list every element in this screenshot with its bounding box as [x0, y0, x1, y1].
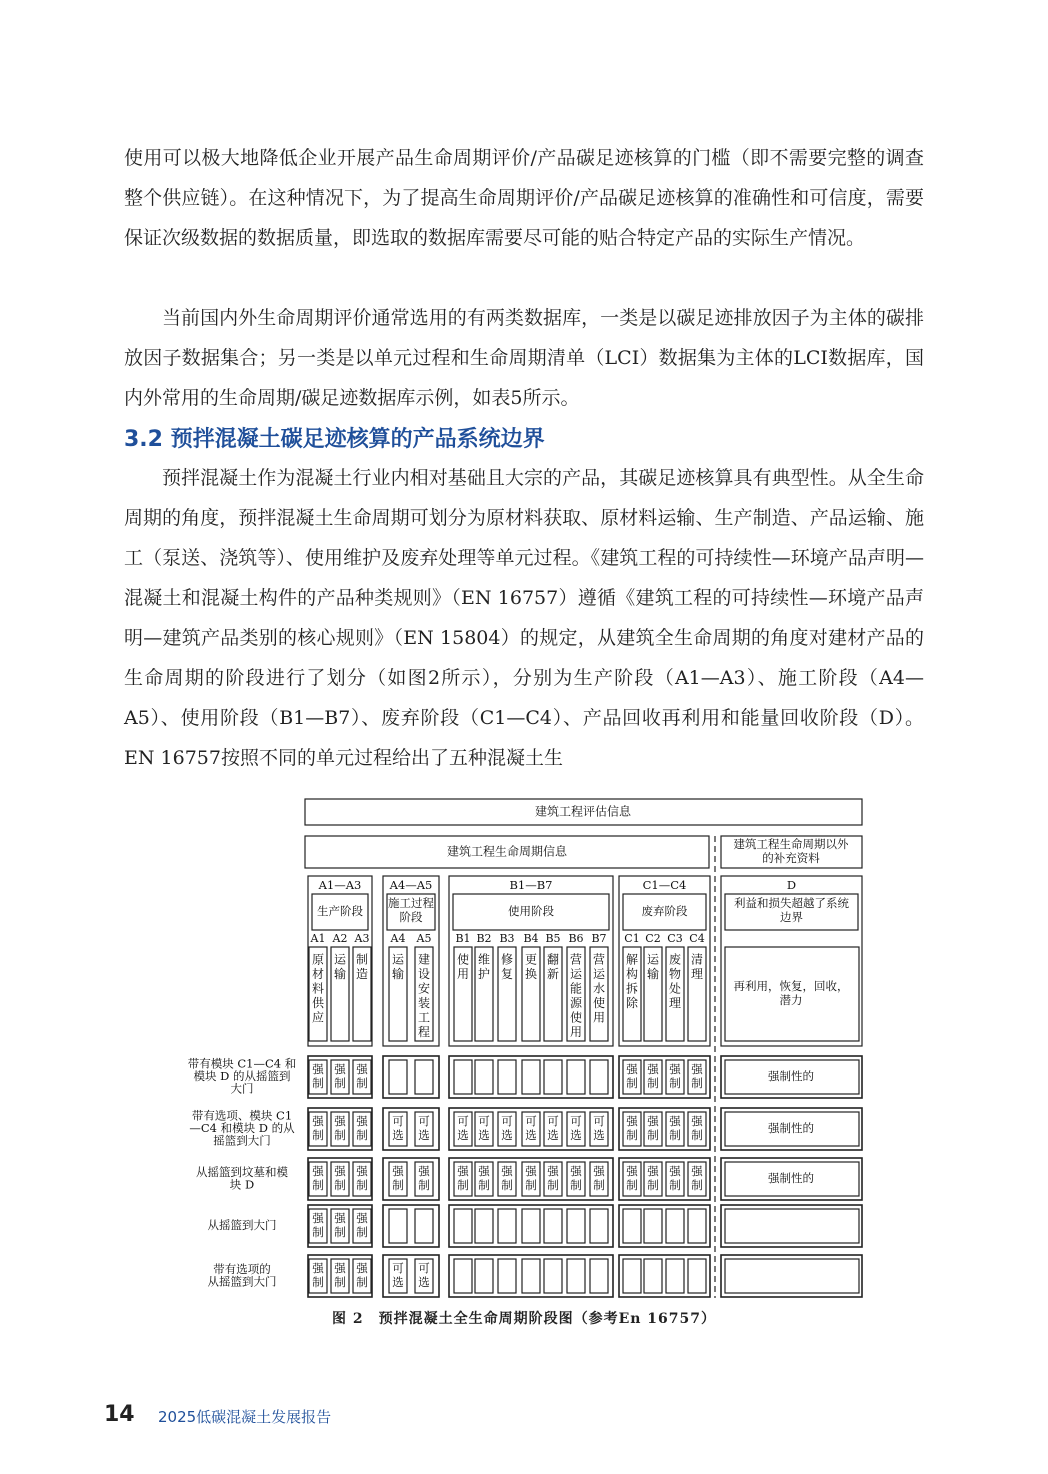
row-label-2: 块 D	[229, 1177, 255, 1192]
row-label-1: 带有选项、模块 C1	[191, 1108, 293, 1123]
row-label-2: 从摇篮到坟墓和模	[196, 1164, 288, 1179]
module-label-B7: 水	[592, 981, 606, 996]
row-2-d-text: 强制性的	[768, 1171, 814, 1185]
row-1-cell-text: 选	[570, 1128, 582, 1142]
row-2-cell-text: 强	[457, 1164, 469, 1178]
row-4-cell-text: 制	[334, 1275, 346, 1289]
module-label-B3: 复	[500, 967, 514, 981]
module-label-D: 再利用，恢复，回收，	[733, 979, 849, 993]
module-label-C4: 清	[690, 952, 704, 967]
row-2-cell-text: 制	[501, 1178, 513, 1192]
row-3-cell-C4	[688, 1209, 706, 1243]
module-code-C3: C3	[667, 932, 683, 945]
row-3-cell-B6	[567, 1209, 585, 1243]
row-label-3: 从摇篮到大门	[207, 1218, 277, 1232]
row-0-cell-text: 强	[626, 1062, 638, 1076]
row-1-cell-text: 制	[626, 1128, 638, 1142]
module-label-B3: 修	[500, 952, 514, 967]
row-2-cell-text: 制	[334, 1178, 346, 1192]
section-heading: 3.2 预拌混凝土碳足迹核算的产品系统边界	[124, 427, 545, 452]
row-0-group-box-2	[449, 1056, 613, 1098]
row-0-cell-B4	[522, 1060, 540, 1094]
stage-name-label: 边界	[780, 910, 803, 924]
row-4-cell-text: 强	[312, 1261, 324, 1275]
row-4-cell-text: 强	[356, 1261, 368, 1275]
supplementary-info-title: 的补充资料	[762, 851, 820, 865]
row-0-cell-text: 制	[334, 1076, 346, 1090]
row-4-cell-B3	[498, 1259, 516, 1293]
row-3-cell-B5	[544, 1209, 562, 1243]
stage-name-label: 阶段	[399, 910, 423, 924]
module-code-C2: C2	[645, 932, 661, 945]
row-3-cell-text: 制	[312, 1225, 324, 1239]
module-label-A1: 原	[311, 952, 325, 967]
row-0-cell-text: 制	[691, 1076, 703, 1090]
module-label-D: 潜力	[779, 993, 803, 1007]
row-0-cell-text: 制	[669, 1076, 681, 1090]
module-label-B6: 能	[569, 981, 583, 996]
row-1-cell-text: 制	[691, 1128, 703, 1142]
row-label-1: —C4 和模块 D 的从	[189, 1121, 295, 1135]
row-2-cell-text: 制	[669, 1178, 681, 1192]
module-label-C3: 废	[668, 952, 682, 967]
row-1-cell-text: 选	[547, 1128, 559, 1142]
paragraph-1: 使用可以极大地降低企业开展产品生命周期评价/产品碳足迹核算的门槛（即不需要完整的调查整个供应链）。在这种情况下，为了提高生命周期评价/产品碳足迹核算的准确性和可信度，需要保证次级数据的数据质量，即选取的数据库需要尽可能的贴合特定产品的实际生产情况。	[124, 147, 924, 249]
row-3-group-box-4	[721, 1205, 862, 1247]
module-label-A3: 造	[355, 967, 369, 981]
module-label-A2: 输	[333, 967, 347, 981]
module-code-B3: B3	[499, 932, 515, 945]
module-label-B4: 更	[524, 952, 538, 967]
module-label-B6: 使	[569, 1010, 583, 1025]
row-3-cell-text: 强	[334, 1211, 346, 1225]
row-3-cell-B4	[522, 1209, 540, 1243]
row-3-cell-A5	[415, 1209, 433, 1243]
row-1-cell-text: 选	[501, 1128, 513, 1142]
row-2-cell-text: 制	[478, 1178, 490, 1192]
row-0-cell-text: 强	[647, 1062, 659, 1076]
module-label-B7: 使	[592, 996, 606, 1010]
row-0-cell-text: 强	[334, 1062, 346, 1076]
module-code-A3: A3	[354, 932, 370, 945]
module-code-B7: B7	[591, 932, 607, 945]
module-label-A5: 工	[417, 1010, 431, 1025]
row-4-cell-B2	[475, 1259, 493, 1293]
row-label-0: 带有模块 C1—C4 和	[187, 1056, 297, 1071]
row-4-group-box-3	[619, 1255, 710, 1297]
row-2-cell-text: 制	[626, 1178, 638, 1192]
row-3-d-cell	[725, 1209, 859, 1243]
row-2-cell-text: 强	[418, 1164, 430, 1178]
row-1-cell-text: 制	[356, 1128, 368, 1142]
row-0-cell-A5	[415, 1060, 433, 1094]
row-1-cell-text: 可	[570, 1114, 582, 1128]
row-2-cell-text: 强	[647, 1164, 659, 1178]
row-4-cell-text: 强	[334, 1261, 346, 1275]
row-2-cell-text: 强	[547, 1164, 559, 1178]
row-3-cell-C3	[666, 1209, 684, 1243]
row-1-cell-text: 可	[478, 1114, 490, 1128]
row-2-cell-text: 强	[312, 1164, 324, 1178]
row-1-cell-text: 选	[457, 1128, 469, 1142]
stage-name-label: 使用阶段	[508, 904, 554, 918]
module-label-A5: 安	[417, 981, 431, 996]
row-1-cell-text: 强	[312, 1114, 324, 1128]
module-label-C1: 构	[625, 967, 639, 981]
row-label-1: 摇篮到大门	[213, 1133, 271, 1148]
row-2-cell-text: 制	[570, 1178, 582, 1192]
stage-code-label: A4—A5	[389, 878, 433, 892]
row-1-cell-text: 可	[547, 1114, 559, 1128]
row-0-cell-A4	[389, 1060, 407, 1094]
row-4-cell-B7	[590, 1259, 608, 1293]
row-2-cell-text: 强	[593, 1164, 605, 1178]
module-label-A5: 装	[417, 996, 431, 1010]
row-2-cell-text: 强	[525, 1164, 537, 1178]
row-0-cell-B7	[590, 1060, 608, 1094]
row-2-cell-text: 强	[626, 1164, 638, 1178]
module-label-A1: 应	[311, 1010, 325, 1025]
module-label-B7: 运	[592, 967, 606, 981]
row-1-cell-text: 强	[647, 1114, 659, 1128]
module-label-C3: 处	[668, 981, 682, 996]
row-2-cell-text: 强	[392, 1164, 404, 1178]
row-1-cell-text: 强	[334, 1114, 346, 1128]
supplementary-info-title: 建筑工程生命周期以外	[733, 837, 849, 851]
row-1-cell-text: 可	[418, 1114, 430, 1128]
row-4-cell-text: 制	[356, 1275, 368, 1289]
row-2-cell-text: 制	[593, 1178, 605, 1192]
row-label-0: 模块 D 的从摇篮到	[193, 1069, 291, 1083]
stage-code-label: B1—B7	[509, 878, 553, 892]
module-label-B7: 营	[592, 952, 606, 967]
row-2-cell-text: 强	[356, 1164, 368, 1178]
row-0-cell-B6	[567, 1060, 585, 1094]
row-1-cell-text: 制	[669, 1128, 681, 1142]
row-1-cell-text: 选	[478, 1128, 490, 1142]
module-label-C2: 运	[646, 952, 660, 967]
row-1-cell-text: 可	[457, 1114, 469, 1128]
row-3-cell-B2	[475, 1209, 493, 1243]
row-3-cell-text: 制	[334, 1225, 346, 1239]
row-4-group-box-2	[449, 1255, 613, 1297]
row-4-d-cell	[725, 1259, 859, 1293]
assessment-info-title: 建筑工程评估信息	[534, 804, 632, 819]
row-2-cell-text: 制	[691, 1178, 703, 1192]
module-label-B4: 换	[524, 967, 538, 981]
module-label-C1: 解	[625, 952, 639, 967]
row-4-cell-C2	[644, 1259, 662, 1293]
stage-name-label: 利益和损失超越了系统	[734, 896, 849, 910]
row-0-cell-text: 强	[691, 1062, 703, 1076]
lifecycle-stage-figure	[0, 790, 1048, 1330]
row-3-cell-B7	[590, 1209, 608, 1243]
row-0-cell-text: 强	[356, 1062, 368, 1076]
row-2-cell-text: 强	[501, 1164, 513, 1178]
row-3-cell-B1	[454, 1209, 472, 1243]
module-label-C3: 理	[668, 996, 682, 1010]
row-4-cell-text: 可	[392, 1261, 404, 1275]
module-label-A3: 制	[355, 952, 369, 967]
row-0-cell-text: 制	[626, 1076, 638, 1090]
row-1-cell-text: 选	[525, 1128, 537, 1142]
module-label-C1: 拆	[625, 981, 639, 996]
module-label-C1: 除	[625, 996, 639, 1010]
row-3-cell-text: 强	[356, 1211, 368, 1225]
row-4-cell-text: 可	[418, 1261, 430, 1275]
row-2-cell-text: 制	[647, 1178, 659, 1192]
row-4-cell-B6	[567, 1259, 585, 1293]
row-0-group-box-1	[383, 1056, 439, 1098]
module-label-B2: 护	[477, 967, 491, 981]
row-2-cell-text: 制	[392, 1178, 404, 1192]
module-code-B6: B6	[568, 932, 584, 945]
row-4-group-box-4	[721, 1255, 862, 1297]
module-label-C3: 物	[668, 967, 682, 981]
row-2-cell-text: 制	[547, 1178, 559, 1192]
module-label-B1: 使	[456, 952, 470, 967]
row-0-cell-B5	[544, 1060, 562, 1094]
module-code-B2: B2	[476, 932, 492, 945]
row-4-cell-B1	[454, 1259, 472, 1293]
row-2-cell-text: 强	[669, 1164, 681, 1178]
row-1-cell-text: 强	[626, 1114, 638, 1128]
row-0-cell-B3	[498, 1060, 516, 1094]
row-2-cell-text: 制	[312, 1178, 324, 1192]
page-number: 14	[104, 1402, 135, 1427]
module-label-A5: 设	[417, 967, 431, 981]
row-label-4: 从摇篮到大门	[207, 1274, 277, 1289]
module-code-B4: B4	[523, 932, 539, 945]
row-1-cell-text: 制	[312, 1128, 324, 1142]
module-code-A5: A5	[416, 932, 432, 945]
row-1-cell-text: 可	[525, 1114, 537, 1128]
row-3-cell-C2	[644, 1209, 662, 1243]
stage-name-label: 废弃阶段	[641, 904, 688, 918]
lifecycle-info-title: 建筑工程生命周期信息	[446, 844, 568, 859]
module-label-A5: 程	[417, 1025, 431, 1039]
row-1-cell-text: 可	[501, 1114, 513, 1128]
module-label-B6: 运	[569, 967, 583, 981]
row-2-cell-text: 强	[334, 1164, 346, 1178]
module-code-A2: A2	[332, 932, 348, 945]
row-3-cell-text: 强	[312, 1211, 324, 1225]
row-2-cell-text: 制	[457, 1178, 469, 1192]
row-3-cell-C1	[623, 1209, 641, 1243]
row-0-cell-text: 强	[312, 1062, 324, 1076]
stage-code-label: D	[786, 878, 797, 892]
row-4-cell-C4	[688, 1259, 706, 1293]
module-code-C4: C4	[689, 932, 705, 945]
module-label-B1: 用	[456, 967, 470, 981]
row-3-group-box-1	[383, 1205, 439, 1247]
row-1-cell-text: 强	[356, 1114, 368, 1128]
module-label-B5: 翻	[546, 952, 560, 967]
row-label-0: 大门	[230, 1081, 254, 1096]
row-4-cell-text: 选	[418, 1275, 430, 1289]
module-code-A1: A1	[310, 932, 326, 945]
row-0-cell-B1	[454, 1060, 472, 1094]
paragraph-2: 当前国内外生命周期评价通常选用的有两类数据库，一类是以碳足迹排放因子为主体的碳排放因子数据集合；另一类是以单元过程和生命周期清单（LCI）数据集为主体的LCI数据库，国内外常用的生命周期/碳足迹数据库示例，如表5所示。	[124, 307, 924, 409]
row-0-cell-text: 强	[669, 1062, 681, 1076]
module-code-A4: A4	[390, 932, 406, 945]
row-1-cell-text: 选	[418, 1128, 430, 1142]
row-4-cell-text: 制	[312, 1275, 324, 1289]
module-label-B2: 维	[477, 952, 491, 967]
row-2-cell-text: 强	[691, 1164, 703, 1178]
module-label-A1: 料	[311, 981, 325, 996]
module-label-B6: 用	[569, 1025, 583, 1039]
row-0-cell-B2	[475, 1060, 493, 1094]
row-1-d-text: 强制性的	[768, 1121, 814, 1135]
stage-code-label: C1—C4	[642, 878, 687, 892]
row-2-cell-text: 强	[478, 1164, 490, 1178]
module-code-C1: C1	[624, 932, 640, 945]
row-2-cell-text: 强	[570, 1164, 582, 1178]
row-0-cell-text: 制	[356, 1076, 368, 1090]
module-label-A1: 材	[311, 967, 325, 981]
row-1-cell-text: 选	[593, 1128, 605, 1142]
module-label-B7: 用	[592, 1010, 606, 1025]
module-label-A5: 建	[417, 952, 431, 967]
row-1-cell-text: 强	[691, 1114, 703, 1128]
module-label-A1: 供	[311, 996, 325, 1010]
row-1-cell-text: 制	[647, 1128, 659, 1142]
row-0-d-text: 强制性的	[768, 1069, 814, 1083]
row-2-cell-text: 制	[525, 1178, 537, 1192]
row-label-4: 带有选项的	[213, 1261, 271, 1276]
row-4-cell-B4	[522, 1259, 540, 1293]
stage-name-label: 生产阶段	[317, 904, 363, 918]
row-1-cell-text: 选	[392, 1128, 404, 1142]
row-0-cell-text: 制	[647, 1076, 659, 1090]
module-code-B1: B1	[455, 932, 471, 945]
module-label-B6: 源	[569, 996, 583, 1010]
row-4-cell-C1	[623, 1259, 641, 1293]
module-label-C4: 理	[690, 967, 704, 981]
module-label-A4: 运	[391, 952, 405, 967]
row-4-cell-B5	[544, 1259, 562, 1293]
row-3-group-box-2	[449, 1205, 613, 1247]
row-3-cell-text: 制	[356, 1225, 368, 1239]
module-label-C2: 输	[646, 967, 660, 981]
row-0-cell-text: 制	[312, 1076, 324, 1090]
stage-name-label: 施工过程	[388, 896, 434, 910]
report-title: 2025低碳混凝土发展报告	[158, 1408, 332, 1426]
row-1-cell-text: 可	[593, 1114, 605, 1128]
module-code-B5: B5	[545, 932, 561, 945]
row-2-cell-text: 制	[356, 1178, 368, 1192]
stage-code-label: A1—A3	[318, 878, 362, 892]
module-label-A4: 输	[391, 967, 405, 981]
module-label-B6: 营	[569, 952, 583, 967]
row-1-cell-text: 制	[334, 1128, 346, 1142]
row-4-cell-C3	[666, 1259, 684, 1293]
module-label-A2: 运	[333, 952, 347, 967]
paragraph-3: 预拌混凝土作为混凝土行业内相对基础且大宗的产品，其碳足迹核算具有典型性。从全生命周期的角度，预拌混凝土生命周期可划分为原材料获取、原材料运输、生产制造、产品运输、施工（泵送、浇筑等）、使用维护及废弃处理等单元过程。《建筑工程的可持续性—环境产品声明—混凝土和混凝土构件的产品种类规则》（EN 16757）遵循《建筑工程的可持续性—环境产品声明—建筑产品类别的核心规则》（EN 15804）的规定，从建筑全生命周期的角度对建材产品的生命周期的阶段进行了划分（如图2所示），分别为生产阶段（A1—A3）、施工阶段（A4—A5）、使用阶段（B1—B7）、废弃阶段（C1—C4）、产品回收再利用和能量回收阶段（D）。EN 16757按照不同的单元过程给出了五种混凝土生	[124, 467, 924, 769]
row-3-cell-A4	[389, 1209, 407, 1243]
row-1-cell-text: 可	[392, 1114, 404, 1128]
row-3-group-box-3	[619, 1205, 710, 1247]
row-1-cell-text: 强	[669, 1114, 681, 1128]
row-2-cell-text: 制	[418, 1178, 430, 1192]
module-label-B5: 新	[546, 967, 560, 981]
figure-caption: 图 2 预拌混凝土全生命周期阶段图（参考En 16757）	[331, 1311, 717, 1327]
row-3-cell-B3	[498, 1209, 516, 1243]
row-4-cell-text: 选	[392, 1275, 404, 1289]
